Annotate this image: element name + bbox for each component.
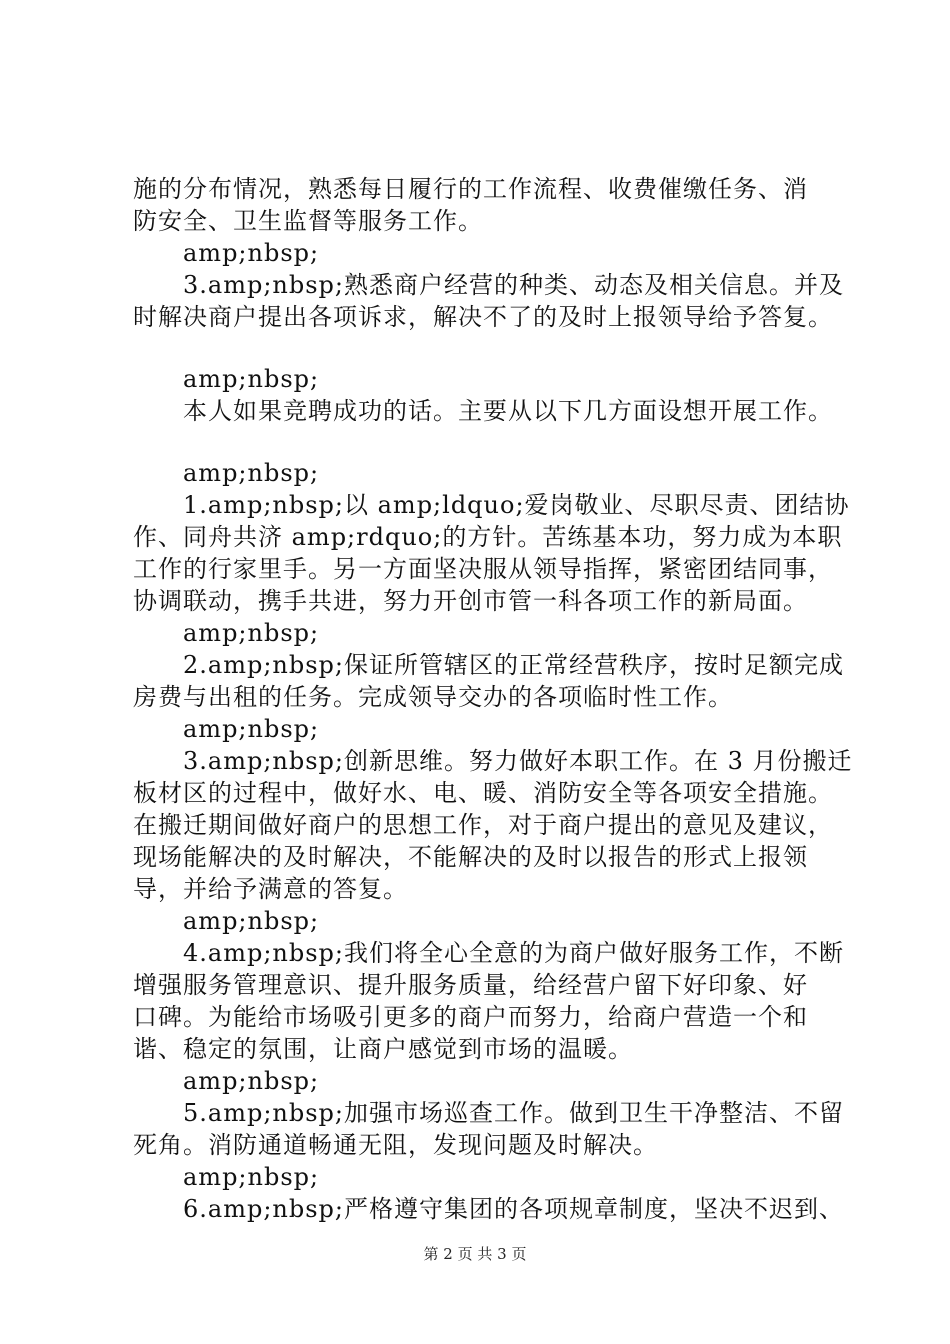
text-line: 现场能解决的及时解决，不能解决的及时以报告的形式上报领 bbox=[133, 843, 808, 871]
text-line: amp;nbsp; bbox=[133, 1163, 320, 1191]
text-line: 工作的行家里手。另一方面坚决服从领导指挥，紧密团结同事， bbox=[133, 555, 833, 583]
text-line: amp;nbsp; bbox=[133, 907, 320, 935]
text-line: 导，并给予满意的答复。 bbox=[133, 875, 408, 903]
text-line: 6.amp;nbsp;严格遵守集团的各项规章制度，坚决不迟到、 bbox=[133, 1195, 844, 1223]
paragraph-gap bbox=[133, 333, 833, 363]
page-footer: 第 2 页 共 3 页 bbox=[423, 1245, 527, 1263]
text-line: 在搬迁期间做好商户的思想工作，对于商户提出的意见及建议， bbox=[133, 811, 833, 839]
text-line: 时解决商户提出各项诉求，解决不了的及时上报领导给予答复。 bbox=[133, 303, 833, 331]
text-line: amp;nbsp; bbox=[133, 619, 320, 647]
text-line: 作、同舟共济 amp;rdquo;的方针。苦练基本功，努力成为本职 bbox=[133, 523, 843, 551]
document-body bbox=[133, 173, 853, 1225]
text-line: 3.amp;nbsp;熟悉商户经营的种类、动态及相关信息。并及 bbox=[133, 271, 844, 299]
text-line: 死角。消防通道畅通无阻，发现问题及时解决。 bbox=[133, 1131, 658, 1159]
text-line: 板材区的过程中，做好水、电、暖、消防安全等各项安全措施。 bbox=[133, 779, 833, 807]
text-line: 增强服务管理意识、提升服务质量，给经营户留下好印象、好 bbox=[133, 971, 808, 999]
text-line: 防安全、卫生监督等服务工作。 bbox=[133, 207, 483, 235]
paragraph-gap bbox=[133, 427, 833, 457]
text-line: amp;nbsp; bbox=[133, 715, 320, 743]
text-line: 施的分布情况，熟悉每日履行的工作流程、收费催缴任务、消 bbox=[133, 175, 808, 203]
text-line: 1.amp;nbsp;以 amp;ldquo;爱岗敬业、尽职尽责、团结协 bbox=[133, 491, 850, 519]
text-line: amp;nbsp; bbox=[133, 459, 320, 487]
text-line: 2.amp;nbsp;保证所管辖区的正常经营秩序，按时足额完成 bbox=[133, 651, 844, 679]
text-line: 3.amp;nbsp;创新思维。努力做好本职工作。在 3 月份搬迁 bbox=[133, 747, 853, 775]
text-line: amp;nbsp; bbox=[133, 1067, 320, 1095]
text-line: 5.amp;nbsp;加强市场巡查工作。做到卫生干净整洁、不留 bbox=[133, 1099, 844, 1127]
text-line: 4.amp;nbsp;我们将全心全意的为商户做好服务工作，不断 bbox=[133, 939, 844, 967]
text-line: 房费与出租的任务。完成领导交办的各项临时性工作。 bbox=[133, 683, 733, 711]
text-line: 协调联动，携手共进，努力开创市管一科各项工作的新局面。 bbox=[133, 587, 808, 615]
text-line: 本人如果竞聘成功的话。主要从以下几方面设想开展工作。 bbox=[133, 397, 833, 425]
text-line: amp;nbsp; bbox=[133, 365, 320, 393]
text-line: 口碑。为能给市场吸引更多的商户而努力，给商户营造一个和 bbox=[133, 1003, 808, 1031]
text-line: 谐、稳定的氛围，让商户感觉到市场的温暖。 bbox=[133, 1035, 633, 1063]
text-line: amp;nbsp; bbox=[133, 239, 320, 267]
